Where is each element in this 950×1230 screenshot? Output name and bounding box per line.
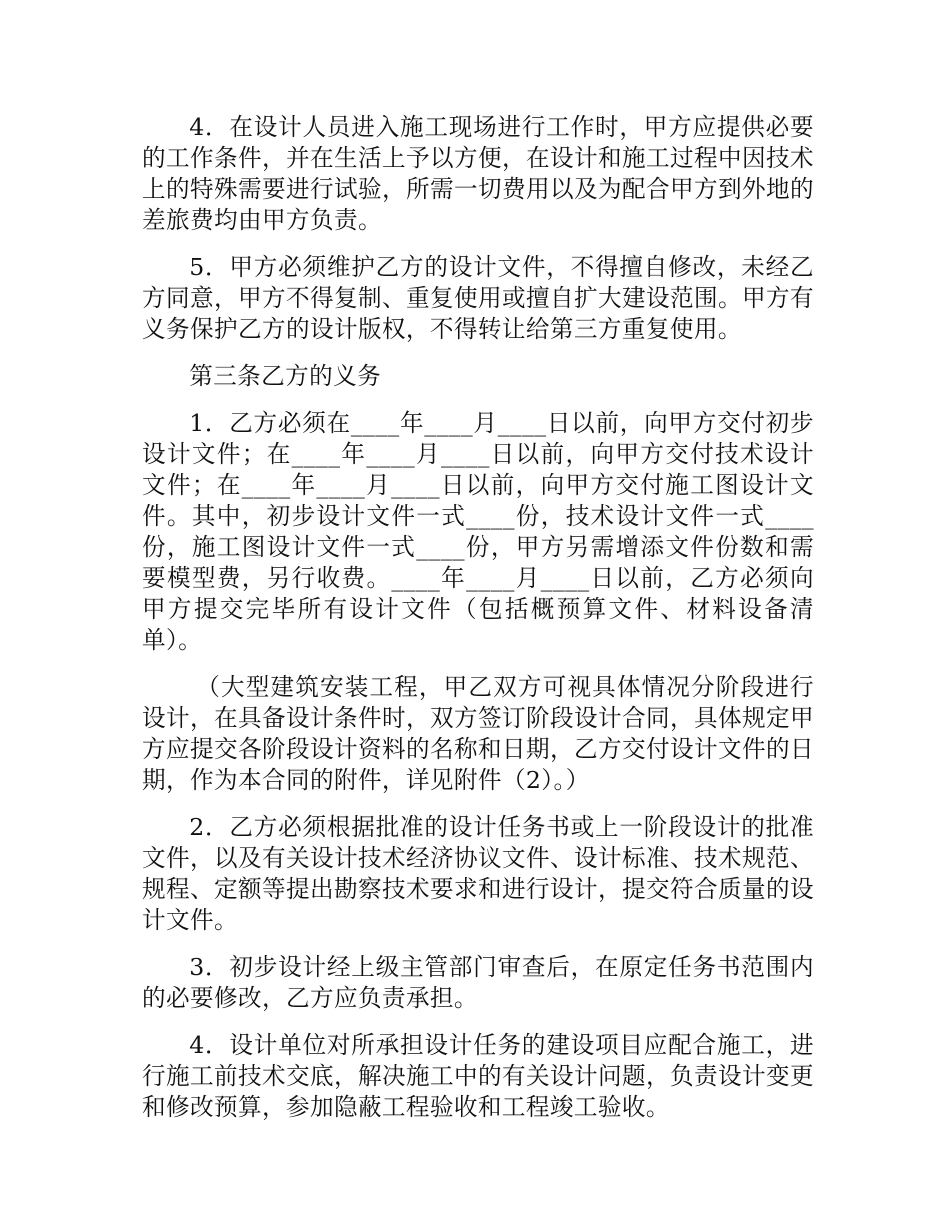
paragraph-clause-5-party-a: 5．甲方必须维护乙方的设计文件，不得擅自修改，未经乙方同意，甲方不得复制、重复使用或擅自扩大建设范围。甲方有义务保护乙方的设计版权，不得转让给第三方重复使用。 [142,253,814,343]
paragraph-clause-3-party-b: 3．初步设计经上级主管部门审查后，在原定任务书范围内的必要修改，乙方应负责承担。 [142,953,814,1012]
paragraph-clause-2-party-b: 2．乙方必须根据批准的设计任务书或上一阶段设计的批准文件，以及有关设计技术经济协议文件、设计标准、技术规范、规程、定额等提出勘察技术要求和进行设计，提交符合质量的设计文件。 [142,813,814,934]
paragraph-parenthetical-note: （大型建筑安装工程，甲乙双方可视具体情况分阶段进行设计，在具备设计条件时，双方签订阶段设计合同，具体规定甲方应提交各阶段设计资料的名称和日期，乙方交付设计文件的日期，作为本合同的附件，详见附件（2）。） [142,673,814,794]
paragraph-clause-4-party-a: 4．在设计人员进入施工现场进行工作时，甲方应提供必要的工作条件，并在生活上予以方便，在设计和施工过程中因技术上的特殊需要进行试验，所需一切费用以及为配合甲方到外地的差旅费均由甲方负责。 [142,113,814,234]
section-heading-article-3: 第三条乙方的义务 [189,362,382,390]
document-body [142,112,814,1139]
paragraph-clause-1-party-b: 1．乙方必须在____年____月____日以前，向甲方交付初步设计文件；在____年____月____日以前，向甲方交付技术设计文件；在____年____月____日以前，向甲方交付施工图设计文件。其中，初步设计文件一式____份，技术设计文件一式____份，施工图设计文件一式____份，甲方另需增添文件份数和需要模型费，另行收费。____年____月____日以前，乙方必须向甲方提交完毕所有设计文件（包括概预算文件、材料设备清单）。 [142,409,814,654]
paragraph-clause-4-party-b: 4．设计单位对所承担设计任务的建设项目应配合施工，进行施工前技术交底，解决施工中的有关设计问题，负责设计变更和修改预算，参加隐蔽工程验收和工程竣工验收。 [142,1031,814,1121]
